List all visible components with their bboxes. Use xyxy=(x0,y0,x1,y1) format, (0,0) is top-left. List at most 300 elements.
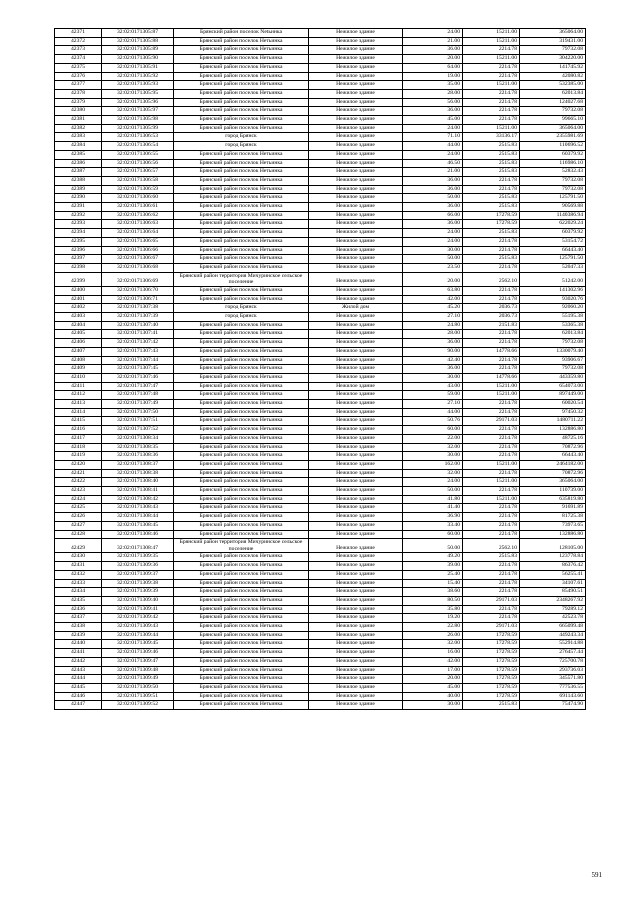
cadastral-number-cell: 32:02:0171306:53 xyxy=(102,133,174,142)
address-cell: Брянский район поселок Нетьинка xyxy=(174,321,309,330)
row-number-cell: 42389 xyxy=(55,185,102,194)
address-cell: Брянский район поселок Нетьинка xyxy=(174,443,309,452)
table-row xyxy=(55,701,586,710)
object-type-cell: Нежилое здание xyxy=(309,63,403,72)
cadastral-number-cell: 32:02:0171306:59 xyxy=(102,185,174,194)
cadastral-value-cell: 86376.42 xyxy=(520,562,586,571)
table-row xyxy=(55,176,586,185)
object-type-cell: Нежилое здание xyxy=(309,133,403,142)
unit-value-cell: 2214.78 xyxy=(463,513,520,522)
row-number-cell: 42376 xyxy=(55,72,102,81)
unit-value-cell: 15211.00 xyxy=(463,478,520,487)
area-cell: 71.10 xyxy=(403,133,463,142)
object-type-cell: Нежилое здание xyxy=(309,55,403,64)
row-number-cell: 42377 xyxy=(55,81,102,90)
area-cell: 41.40 xyxy=(403,504,463,513)
area-cell: 50.00 xyxy=(403,255,463,264)
table-row xyxy=(55,539,586,553)
cadastral-value-cell: 725700.78 xyxy=(520,657,586,666)
row-number-cell: 42427 xyxy=(55,521,102,530)
cadastral-value-cell: 79732.08 xyxy=(520,365,586,374)
area-cell: 24.00 xyxy=(403,237,463,246)
row-number-cell: 42388 xyxy=(55,176,102,185)
row-number-cell: 42393 xyxy=(55,220,102,229)
cadastral-value-cell: 552914.88 xyxy=(520,640,586,649)
address-cell: Брянский район поселок Нетьинка xyxy=(174,605,309,614)
unit-value-cell: 17278.59 xyxy=(463,692,520,701)
unit-value-cell: 17278.59 xyxy=(463,666,520,675)
address-cell: Брянский район поселок Нетьинка xyxy=(174,521,309,530)
row-number-cell: 42383 xyxy=(55,133,102,142)
unit-value-cell: 2214.78 xyxy=(463,286,520,295)
object-type-cell: Нежилое здание xyxy=(309,539,403,553)
cadastral-number-cell: 32:02:0171308:44 xyxy=(102,513,174,522)
cadastral-number-cell: 32:02:0171305:97 xyxy=(102,107,174,116)
table-row xyxy=(55,400,586,409)
area-cell: 21.00 xyxy=(403,37,463,46)
unit-value-cell: 2214.78 xyxy=(463,356,520,365)
cadastral-number-cell: 32:02:0171307:41 xyxy=(102,330,174,339)
address-cell: Брянский район поселок Нетьинка xyxy=(174,203,309,212)
object-type-cell: Нежилое здание xyxy=(309,623,403,632)
address-cell: Брянский район поселок Нетьинка xyxy=(174,562,309,571)
address-cell: Брянский район территория Мичуринское сельское поселение xyxy=(174,272,309,286)
area-cell: 36.90 xyxy=(403,513,463,522)
cadastral-value-cell: 79732.08 xyxy=(520,107,586,116)
address-cell: город Брянск xyxy=(174,133,309,142)
object-type-cell: Нежилое здание xyxy=(309,443,403,452)
cadastral-number-cell: 32:02:0171308:38 xyxy=(102,469,174,478)
cadastral-value-cell: 48725.16 xyxy=(520,434,586,443)
cadastral-number-cell: 32:02:0171309:44 xyxy=(102,631,174,640)
unit-value-cell: 2214.78 xyxy=(463,614,520,623)
unit-value-cell: 2214.78 xyxy=(463,487,520,496)
cadastral-value-cell: 1140386.94 xyxy=(520,211,586,220)
area-cell: 60.00 xyxy=(403,426,463,435)
row-number-cell: 42400 xyxy=(55,286,102,295)
row-number-cell: 42422 xyxy=(55,478,102,487)
row-number-cell: 42390 xyxy=(55,194,102,203)
row-number-cell: 42442 xyxy=(55,657,102,666)
area-cell: 21.00 xyxy=(403,168,463,177)
cadastral-value-cell: 2464182.00 xyxy=(520,460,586,469)
unit-value-cell: 2214.78 xyxy=(463,237,520,246)
row-number-cell: 42387 xyxy=(55,168,102,177)
object-type-cell: Нежилое здание xyxy=(309,286,403,295)
object-type-cell: Нежилое здание xyxy=(309,434,403,443)
address-cell: Брянский район поселок Нетьинка xyxy=(174,408,309,417)
object-type-cell: Нежилое здание xyxy=(309,373,403,382)
cadastral-value-cell: 51242.00 xyxy=(520,272,586,286)
row-number-cell: 42402 xyxy=(55,304,102,313)
area-cell: 41.80 xyxy=(403,495,463,504)
table-row xyxy=(55,356,586,365)
unit-value-cell: 2214.78 xyxy=(463,408,520,417)
table-row xyxy=(55,63,586,72)
area-cell: 36.00 xyxy=(403,46,463,55)
cadastral-number-cell: 32:02:0171308:46 xyxy=(102,530,174,539)
unit-value-cell: 2214.78 xyxy=(463,588,520,597)
cadastral-number-cell: 32:02:0171309:45 xyxy=(102,640,174,649)
cadastral-value-cell: 60379.92 xyxy=(520,150,586,159)
area-cell: 24.00 xyxy=(403,150,463,159)
unit-value-cell: 2515.83 xyxy=(463,203,520,212)
table-row xyxy=(55,623,586,632)
unit-value-cell: 15211.00 xyxy=(463,495,520,504)
unit-value-cell: 2214.78 xyxy=(463,263,520,272)
object-type-cell: Нежилое здание xyxy=(309,142,403,151)
object-type-cell: Нежилое здание xyxy=(309,692,403,701)
cadastral-value-cell: 110739.00 xyxy=(520,487,586,496)
object-type-cell: Нежилое здание xyxy=(309,504,403,513)
area-cell: 17.00 xyxy=(403,666,463,675)
area-cell: 50.76 xyxy=(403,417,463,426)
table-row xyxy=(55,133,586,142)
cadastral-value-cell: 66443.40 xyxy=(520,246,586,255)
unit-value-cell: 17278.59 xyxy=(463,675,520,684)
cadastral-value-cell: 93020.76 xyxy=(520,295,586,304)
cadastral-number-cell: 32:02:0171308:34 xyxy=(102,434,174,443)
address-cell: Брянский район поселок Нетьинка xyxy=(174,168,309,177)
cadastral-number-cell: 32:02:0171307:42 xyxy=(102,339,174,348)
cadastral-value-cell: 777536.55 xyxy=(520,684,586,693)
row-number-cell: 42396 xyxy=(55,246,102,255)
table-row xyxy=(55,614,586,623)
table-row xyxy=(55,159,586,168)
table-row xyxy=(55,570,586,579)
row-number-cell: 42445 xyxy=(55,684,102,693)
object-type-cell: Нежилое здание xyxy=(309,400,403,409)
row-number-cell: 42433 xyxy=(55,579,102,588)
row-number-cell: 42430 xyxy=(55,553,102,562)
unit-value-cell: 2036.73 xyxy=(463,312,520,321)
object-type-cell: Нежилое здание xyxy=(309,469,403,478)
table-row xyxy=(55,649,586,658)
cadastral-value-cell: 79732.08 xyxy=(520,176,586,185)
cadastral-number-cell: 32:02:0171306:69 xyxy=(102,272,174,286)
address-cell: Брянский район поселок Нетьинка xyxy=(174,330,309,339)
cadastral-register-table xyxy=(54,28,586,710)
object-type-cell: Нежилое здание xyxy=(309,675,403,684)
area-cell: 39.00 xyxy=(403,562,463,571)
cadastral-value-cell: 42523.78 xyxy=(520,614,586,623)
cadastral-number-cell: 32:02:0171306:58 xyxy=(102,176,174,185)
address-cell: Брянский район поселок Нетьинка xyxy=(174,72,309,81)
address-cell: Брянский район поселок Нетьинка xyxy=(174,237,309,246)
object-type-cell: Нежилое здание xyxy=(309,116,403,125)
cadastral-value-cell: 79289.12 xyxy=(520,605,586,614)
cadastral-value-cell: 90569.88 xyxy=(520,203,586,212)
row-number-cell: 42423 xyxy=(55,487,102,496)
address-cell: Брянский район поселок Нетьинка xyxy=(174,400,309,409)
cadastral-value-cell: 92060.20 xyxy=(520,304,586,313)
cadastral-number-cell: 32:02:0171309:41 xyxy=(102,605,174,614)
row-number-cell: 42386 xyxy=(55,159,102,168)
address-cell: Брянский район поселок Нетьинка xyxy=(174,107,309,116)
area-cell: 22.00 xyxy=(403,434,463,443)
cadastral-number-cell: 32:02:0171307:49 xyxy=(102,400,174,409)
unit-value-cell: 2515.83 xyxy=(463,701,520,710)
table-row xyxy=(55,631,586,640)
cadastral-number-cell: 32:02:0171307:45 xyxy=(102,365,174,374)
address-cell: Брянский район поселок Нетьинка xyxy=(174,98,309,107)
cadastral-number-cell: 32:02:0171309:46 xyxy=(102,649,174,658)
row-number-cell: 42384 xyxy=(55,142,102,151)
object-type-cell: Нежилое здание xyxy=(309,460,403,469)
unit-value-cell: 15211.00 xyxy=(463,37,520,46)
object-type-cell: Нежилое здание xyxy=(309,29,403,38)
row-number-cell: 42425 xyxy=(55,504,102,513)
cadastral-value-cell: 2355981.69 xyxy=(520,133,586,142)
address-cell: город Брянск xyxy=(174,142,309,151)
cadastral-number-cell: 32:02:0171305:90 xyxy=(102,55,174,64)
area-cell: 32.00 xyxy=(403,469,463,478)
cadastral-number-cell: 32:02:0171306:61 xyxy=(102,203,174,212)
row-number-cell: 42397 xyxy=(55,255,102,264)
address-cell: Брянский район поселок Нетьинка xyxy=(174,295,309,304)
unit-value-cell: 2214.78 xyxy=(463,89,520,98)
address-cell: Брянский район поселок Нетьинка xyxy=(174,513,309,522)
cadastral-value-cell: 365064.00 xyxy=(520,29,586,38)
table-row xyxy=(55,675,586,684)
cadastral-value-cell: 365064.00 xyxy=(520,478,586,487)
table-row xyxy=(55,408,586,417)
table-row xyxy=(55,46,586,55)
cadastral-number-cell: 32:02:0171307:50 xyxy=(102,408,174,417)
address-cell: Брянский район поселок Нетьинка xyxy=(174,159,309,168)
object-type-cell: Нежилое здание xyxy=(309,263,403,272)
address-cell: Брянский район поселок Нетьинка xyxy=(174,640,309,649)
object-type-cell: Нежилое здание xyxy=(309,487,403,496)
table-row xyxy=(55,426,586,435)
unit-value-cell: 2151.83 xyxy=(463,321,520,330)
cadastral-number-cell: 32:02:0171309:47 xyxy=(102,657,174,666)
address-cell: Брянский район поселок Нетьинка xyxy=(174,37,309,46)
table-row xyxy=(55,478,586,487)
cadastral-number-cell: 32:02:0171306:71 xyxy=(102,295,174,304)
table-row xyxy=(55,434,586,443)
unit-value-cell: 15211.00 xyxy=(463,391,520,400)
row-number-cell: 42417 xyxy=(55,434,102,443)
row-number-cell: 42443 xyxy=(55,666,102,675)
cadastral-number-cell: 32:02:0171305:98 xyxy=(102,116,174,125)
table-row xyxy=(55,72,586,81)
cadastral-value-cell: 345571.80 xyxy=(520,675,586,684)
cadastral-number-cell: 32:02:0171306:57 xyxy=(102,168,174,177)
row-number-cell: 42421 xyxy=(55,469,102,478)
address-cell: Брянский район поселок Нетьинка xyxy=(174,487,309,496)
area-cell: 46.50 xyxy=(403,159,463,168)
area-cell: 36.00 xyxy=(403,176,463,185)
cadastral-number-cell: 32:02:0171305:92 xyxy=(102,72,174,81)
table-row xyxy=(55,530,586,539)
cadastral-number-cell: 32:02:0171308:37 xyxy=(102,460,174,469)
area-cell: 35.80 xyxy=(403,605,463,614)
cadastral-value-cell: 665099.48 xyxy=(520,623,586,632)
page-number: 591 xyxy=(591,871,602,879)
table-row xyxy=(55,272,586,286)
address-cell: город Брянск xyxy=(174,312,309,321)
cadastral-number-cell: 32:02:0171308:47 xyxy=(102,539,174,553)
unit-value-cell: 2214.78 xyxy=(463,504,520,513)
table-row xyxy=(55,304,586,313)
unit-value-cell: 2214.78 xyxy=(463,72,520,81)
cadastral-number-cell: 32:02:0171306:67 xyxy=(102,255,174,264)
row-number-cell: 42373 xyxy=(55,46,102,55)
address-cell: Брянский район поселок Нетьинка xyxy=(174,185,309,194)
table-row xyxy=(55,312,586,321)
row-number-cell: 42395 xyxy=(55,237,102,246)
address-cell: Брянский район поселок Нетьинка xyxy=(174,263,309,272)
area-cell: 24.00 xyxy=(403,29,463,38)
cadastral-value-cell: 62013.84 xyxy=(520,89,586,98)
table-row xyxy=(55,185,586,194)
area-cell: 43.00 xyxy=(403,382,463,391)
object-type-cell: Нежилое здание xyxy=(309,513,403,522)
unit-value-cell: 17278.59 xyxy=(463,649,520,658)
cadastral-number-cell: 32:02:0171306:65 xyxy=(102,237,174,246)
address-cell: Брянский район поселок Нетьинка xyxy=(174,631,309,640)
area-cell: 50.00 xyxy=(403,194,463,203)
area-cell: 45.00 xyxy=(403,116,463,125)
table-row xyxy=(55,504,586,513)
address-cell: Брянский район поселок Нетьинка xyxy=(174,588,309,597)
area-cell: 28.00 xyxy=(403,330,463,339)
cadastral-number-cell: 32:02:0171305:93 xyxy=(102,81,174,90)
object-type-cell: Нежилое здание xyxy=(309,81,403,90)
table-row xyxy=(55,203,586,212)
cadastral-value-cell: 1330079.40 xyxy=(520,347,586,356)
area-cell: 16.00 xyxy=(403,649,463,658)
address-cell: Брянский район поселок Нетьинка xyxy=(174,434,309,443)
area-cell: 42.00 xyxy=(403,295,463,304)
unit-value-cell: 2214.78 xyxy=(463,46,520,55)
row-number-cell: 42375 xyxy=(55,63,102,72)
area-cell: 36.00 xyxy=(403,107,463,116)
address-cell: Брянский район поселок Нетьинка xyxy=(174,504,309,513)
area-cell: 66.00 xyxy=(403,211,463,220)
row-number-cell: 42437 xyxy=(55,614,102,623)
unit-value-cell: 2562.10 xyxy=(463,272,520,286)
cadastral-number-cell: 32:02:0171306:70 xyxy=(102,286,174,295)
table-row xyxy=(55,553,586,562)
row-number-cell: 42415 xyxy=(55,417,102,426)
area-cell: 20.00 xyxy=(403,272,463,286)
cadastral-number-cell: 32:02:0171308:40 xyxy=(102,478,174,487)
unit-value-cell: 33136.17 xyxy=(463,133,520,142)
row-number-cell: 42385 xyxy=(55,150,102,159)
table-row xyxy=(55,220,586,229)
address-cell: Брянский район поселок Нетьинка xyxy=(174,530,309,539)
unit-value-cell: 2214.78 xyxy=(463,116,520,125)
cadastral-number-cell: 32:02:0171305:89 xyxy=(102,46,174,55)
unit-value-cell: 17278.59 xyxy=(463,631,520,640)
unit-value-cell: 14778.66 xyxy=(463,347,520,356)
address-cell: Брянский район поселок Нетьинка xyxy=(174,701,309,710)
unit-value-cell: 17278.59 xyxy=(463,684,520,693)
area-cell: 35.00 xyxy=(403,81,463,90)
row-number-cell: 42406 xyxy=(55,339,102,348)
register-table-container xyxy=(54,28,585,710)
cadastral-value-cell: 93906.67 xyxy=(520,356,586,365)
table-row xyxy=(55,98,586,107)
area-cell: 59.00 xyxy=(403,391,463,400)
unit-value-cell: 2214.78 xyxy=(463,434,520,443)
row-number-cell: 42404 xyxy=(55,321,102,330)
object-type-cell: Нежилое здание xyxy=(309,220,403,229)
address-cell: Брянский район поселок Нетьинка xyxy=(174,46,309,55)
row-number-cell: 42410 xyxy=(55,373,102,382)
cadastral-number-cell: 32:02:0171309:38 xyxy=(102,579,174,588)
unit-value-cell: 2214.78 xyxy=(463,176,520,185)
table-row xyxy=(55,487,586,496)
area-cell: 80.50 xyxy=(403,596,463,605)
address-cell: Брянский район поселок Нетьинка xyxy=(174,382,309,391)
area-cell: 36.00 xyxy=(403,185,463,194)
cadastral-number-cell: 32:02:0171307:47 xyxy=(102,382,174,391)
unit-value-cell: 2214.78 xyxy=(463,107,520,116)
table-row xyxy=(55,640,586,649)
area-cell: 25.40 xyxy=(403,570,463,579)
object-type-cell: Нежилое здание xyxy=(309,382,403,391)
object-type-cell: Нежилое здание xyxy=(309,330,403,339)
table-row xyxy=(55,513,586,522)
object-type-cell: Нежилое здание xyxy=(309,553,403,562)
address-cell: Брянский район поселок Нетьинка xyxy=(174,649,309,658)
unit-value-cell: 2214.78 xyxy=(463,365,520,374)
address-cell: Брянский район поселок Нетьинка xyxy=(174,365,309,374)
cadastral-value-cell: 276457.44 xyxy=(520,649,586,658)
address-cell: Брянский район поселок Нетьинка xyxy=(174,81,309,90)
row-number-cell: 42399 xyxy=(55,272,102,286)
object-type-cell: Нежилое здание xyxy=(309,570,403,579)
table-row xyxy=(55,666,586,675)
object-type-cell: Нежилое здание xyxy=(309,272,403,286)
object-type-cell: Нежилое здание xyxy=(309,562,403,571)
table-row xyxy=(55,562,586,571)
row-number-cell: 42412 xyxy=(55,391,102,400)
unit-value-cell: 17278.59 xyxy=(463,211,520,220)
cadastral-value-cell: 81725.38 xyxy=(520,513,586,522)
table-row xyxy=(55,142,586,151)
cadastral-value-cell: 622029.24 xyxy=(520,220,586,229)
unit-value-cell: 2214.78 xyxy=(463,579,520,588)
unit-value-cell: 17278.59 xyxy=(463,220,520,229)
unit-value-cell: 2214.78 xyxy=(463,426,520,435)
unit-value-cell: 2515.83 xyxy=(463,150,520,159)
cadastral-value-cell: 52832.43 xyxy=(520,168,586,177)
table-row xyxy=(55,330,586,339)
cadastral-value-cell: 125791.50 xyxy=(520,255,586,264)
cadastral-value-cell: 125791.50 xyxy=(520,194,586,203)
table-row xyxy=(55,365,586,374)
row-number-cell: 42416 xyxy=(55,426,102,435)
cadastral-value-cell: 75474.90 xyxy=(520,701,586,710)
table-row xyxy=(55,495,586,504)
cadastral-number-cell: 32:02:0171307:52 xyxy=(102,426,174,435)
object-type-cell: Нежилое здание xyxy=(309,211,403,220)
unit-value-cell: 15211.00 xyxy=(463,55,520,64)
area-cell: 19.00 xyxy=(403,72,463,81)
cadastral-value-cell: 116986.10 xyxy=(520,159,586,168)
area-cell: 36.00 xyxy=(403,365,463,374)
area-cell: 44.00 xyxy=(403,408,463,417)
cadastral-value-cell: 79732.08 xyxy=(520,46,586,55)
unit-value-cell: 2214.78 xyxy=(463,339,520,348)
cadastral-number-cell: 32:02:0171305:87 xyxy=(102,29,174,38)
table-row xyxy=(55,55,586,64)
cadastral-value-cell: 85490.51 xyxy=(520,588,586,597)
